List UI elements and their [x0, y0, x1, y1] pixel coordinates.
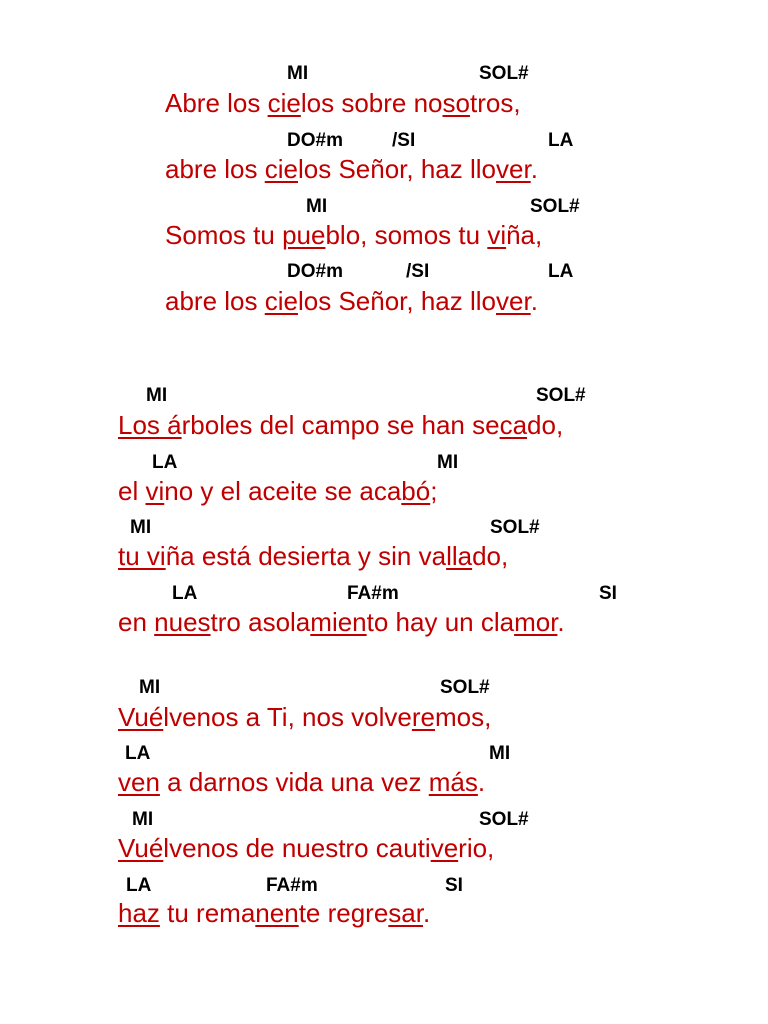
chord: LA — [125, 743, 151, 764]
chord: LA — [548, 130, 574, 151]
lyric-underlined-syllable: ver — [496, 286, 531, 316]
chord: MI — [437, 452, 459, 473]
lyric-segment: do, — [472, 541, 509, 571]
lyric-segment: te regre — [298, 898, 389, 928]
lyric-underlined-syllable: Los á — [118, 410, 182, 440]
chord: SOL# — [440, 677, 490, 698]
lyric-underlined-syllable: mien — [310, 607, 367, 637]
lyric-segment: tro asola — [210, 607, 311, 637]
lyric-underlined-syllable: tu vi — [118, 541, 166, 571]
chord: MI — [306, 196, 328, 217]
chord: FA#m — [347, 583, 399, 604]
chord: DO#m — [287, 130, 343, 151]
chord: LA — [126, 875, 152, 896]
lyric-segment: mos, — [435, 702, 492, 732]
lyric-underlined-syllable: pue — [282, 220, 326, 250]
lyric-segment: abre los — [165, 286, 265, 316]
lyric-line — [165, 90, 521, 116]
lyric-underlined-syllable: cie — [267, 88, 301, 118]
lyric-segment: to hay un cla — [366, 607, 515, 637]
lyric-line — [165, 222, 542, 248]
chord: MI — [287, 63, 309, 84]
chord: LA — [548, 261, 574, 282]
lyric-underlined-syllable: cie — [264, 154, 298, 184]
lyric-line — [118, 543, 508, 569]
lyric-segment: blo, somos tu — [325, 220, 488, 250]
lyric-underlined-syllable: ver — [496, 154, 531, 184]
lyric-underlined-syllable: cie — [264, 286, 298, 316]
lyric-segment: rboles del campo se han se — [181, 410, 500, 440]
chord: LA — [172, 583, 198, 604]
lyric-underlined-syllable: vi — [487, 220, 507, 250]
lyric-segment: do, — [527, 410, 564, 440]
lyric-underlined-syllable: bó — [401, 476, 431, 506]
lyric-segment: a darnos vida una vez — [159, 767, 429, 797]
lyric-underlined-syllable: ca — [499, 410, 528, 440]
chord: /SI — [406, 261, 430, 282]
lyric-underlined-syllable: ve — [430, 833, 459, 863]
lyric-segment: tu rema — [159, 898, 256, 928]
lyric-segment: no y el aceite se aca — [164, 476, 402, 506]
lyric-segment: los sobre no — [300, 88, 443, 118]
chord: DO#m — [287, 261, 343, 282]
chord: MI — [489, 743, 511, 764]
lyric-line — [118, 609, 565, 635]
lyric-segment: los Señor, haz llo — [297, 154, 496, 184]
lyric-segment: en — [118, 607, 155, 637]
lyric-line — [118, 412, 563, 438]
lyric-underlined-syllable: sar — [388, 898, 423, 928]
chord: FA#m — [266, 875, 318, 896]
lyric-underlined-syllable: nues — [154, 607, 211, 637]
lyric-underlined-syllable: lla — [446, 541, 473, 571]
lyric-segment: . — [530, 154, 538, 184]
lyric-underlined-syllable: vi — [145, 476, 165, 506]
lyric-underlined-syllable: más — [428, 767, 478, 797]
lyric-segment: rio, — [458, 833, 495, 863]
lyric-line — [118, 900, 430, 926]
lyric-segment: . — [557, 607, 565, 637]
chord: SI — [599, 583, 617, 604]
lyric-segment: ña está desierta y sin va — [165, 541, 447, 571]
lyric-segment: lvenos de nuestro cauti — [163, 833, 431, 863]
lyric-underlined-syllable: nen — [255, 898, 299, 928]
chord: MI — [146, 385, 168, 406]
lyric-segment: Somos tu — [165, 220, 283, 250]
chord: /SI — [392, 130, 416, 151]
lyric-underlined-syllable: so — [442, 88, 470, 118]
lyric-underlined-syllable: haz — [118, 898, 160, 928]
lyric-segment: los Señor, haz llo — [297, 286, 496, 316]
chord: SOL# — [479, 63, 529, 84]
chord: LA — [152, 452, 178, 473]
chord: SOL# — [479, 809, 529, 830]
lyric-segment: . — [530, 286, 538, 316]
lyric-underlined-syllable: Vué — [118, 702, 164, 732]
lyric-line — [118, 704, 491, 730]
lyric-segment: Abre los — [165, 88, 268, 118]
lyric-segment: el — [118, 476, 146, 506]
lyric-line — [118, 835, 494, 861]
lyric-line — [118, 769, 485, 795]
chord: MI — [130, 517, 152, 538]
chord: SOL# — [490, 517, 540, 538]
lyric-underlined-syllable: ven — [118, 767, 160, 797]
lyric-underlined-syllable: re — [411, 702, 435, 732]
chord: MI — [132, 809, 154, 830]
chord: SI — [445, 875, 463, 896]
lyric-segment: tros, — [469, 88, 521, 118]
chord: SOL# — [536, 385, 586, 406]
lyric-line — [165, 156, 538, 182]
lyric-segment: . — [422, 898, 431, 928]
lyric-segment: ña, — [506, 220, 543, 250]
chord: MI — [139, 677, 161, 698]
lyric-underlined-syllable: Vué — [118, 833, 164, 863]
lyric-segment: lvenos a Ti, nos volve — [163, 702, 412, 732]
lyric-line — [165, 288, 538, 314]
lyric-segment: abre los — [165, 154, 265, 184]
lyric-segment: ; — [430, 476, 438, 506]
chord: SOL# — [530, 196, 580, 217]
lyric-segment: . — [477, 767, 486, 797]
lyric-line — [118, 478, 437, 504]
lyric-underlined-syllable: mor — [514, 607, 558, 637]
